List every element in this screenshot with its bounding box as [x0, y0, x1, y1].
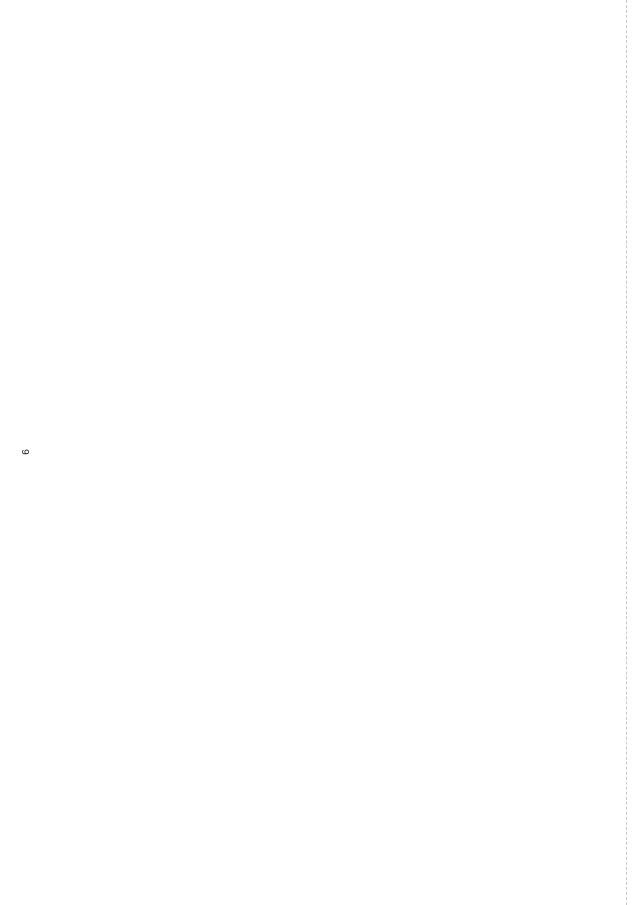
page-number: 6 [21, 449, 32, 455]
scan-edge-line [626, 0, 627, 905]
